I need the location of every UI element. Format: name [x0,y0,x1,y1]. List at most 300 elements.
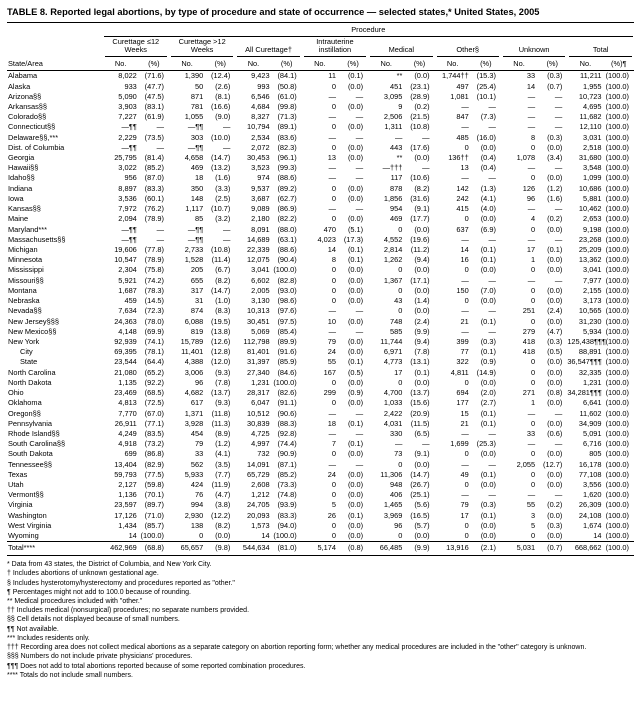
pct-cell: (0.0) [347,81,364,91]
state-name: City [20,347,33,357]
table-row [7,153,634,163]
pct-cell: — [355,132,364,142]
pct-cell: (100.0) [605,326,629,336]
num-cell: 3,536 [118,193,137,203]
pct-cell: (100.0) [605,439,629,449]
num-cell: 112,798 [243,336,270,346]
state-name: Nebraska [8,296,40,306]
num-cell: 26 [327,510,336,520]
state-name: Maine [8,214,29,224]
footnote: ¶ Percentages might not add to 100.0 because of rounding. [7,588,191,596]
num-cell: 1,212 [251,490,270,500]
pct-cell: (0.0) [347,153,364,163]
state-name: Idaho§§ [8,173,35,183]
num-cell: 138 [190,520,204,530]
num-cell: ** [396,153,403,163]
pct-cell: (63.1) [277,234,297,244]
num-cell: 0 [331,398,336,408]
table-row [7,82,634,92]
num-cell: — [527,490,536,500]
pct-cell: — [554,122,563,132]
num-cell: 43 [394,296,403,306]
pct-cell: (73.3) [277,480,297,490]
pct-cell: (12.7) [543,459,563,469]
num-cell: 23,268 [578,234,602,244]
num-cell: 5,031 [501,542,538,556]
num-cell: 2,534 [251,132,270,142]
pct-cell: (14.9) [476,367,496,377]
num-cell: 22,339 [246,245,270,254]
num-cell: 6,716 [583,439,602,449]
num-cell: 0 [199,531,204,541]
pct-cell: (90.4) [277,255,297,265]
column-group-curettage-le12-weeks: Curettage ≤12 Weeks [103,37,169,57]
pct-cell: — [355,173,364,183]
num-cell: 5,091 [583,428,602,438]
pct-cell: (15.6) [410,398,430,408]
pct-cell: (3.5) [215,459,231,469]
num-cell: — [527,163,536,173]
num-cell: 406 [390,490,403,500]
pct-cell: (0.0) [347,214,364,224]
num-cell: 12,110 [579,122,602,132]
num-cell: — [328,112,336,122]
pct-cell: (0.7) [538,542,567,556]
pct-cell: — [554,91,563,101]
pct-cell: (68.5) [144,388,164,398]
num-cell: — [328,91,336,101]
num-cell: 15,789 [180,336,204,346]
num-cell: 81,401 [246,347,270,357]
pct-cell: (74.8) [277,490,297,500]
pct-cell: (8.2) [215,520,231,530]
num-cell: — [527,234,536,244]
num-cell: 1,033 [383,398,403,408]
pct-cell: (86.8) [144,449,164,459]
table-row [7,449,634,459]
pct-cell: (0.0) [547,316,563,326]
num-cell: — [527,439,536,449]
num-cell: — [328,173,336,183]
num-cell: 77 [460,347,469,357]
num-cell: 8,897 [118,183,137,193]
num-cell: 6,088 [184,316,204,326]
num-cell: 14 [128,531,137,541]
num-cell: 330 [390,428,403,438]
pct-cell: (0.1) [347,357,364,367]
num-cell: — [527,101,536,111]
num-cell: 19,606 [114,245,137,254]
pct-cell: (83.3) [277,510,297,520]
column-group-total: Total [567,37,634,57]
pct-cell: (0.1) [480,316,496,326]
footnote: † Includes abortions of unknown gestational age. [7,570,159,578]
num-cell: 77,108 [578,469,602,479]
pct-cell: (0.0) [347,265,364,275]
table-row [7,378,634,388]
num-cell: 26,911 [114,418,137,428]
pct-cell: (0.9) [347,388,364,398]
num-cell: 5,921 [118,275,137,285]
num-cell: 177 [456,398,469,408]
pct-cell: (84.1) [277,71,297,81]
col-no-header: No. [435,57,472,71]
pct-cell: (0.5) [347,367,364,377]
pct-cell: (0.7) [547,81,563,91]
pct-cell: (78.3) [144,285,164,295]
num-cell: 136†† [448,153,469,163]
pct-cell: (15.3) [476,71,496,81]
num-cell: 1,434 [118,520,137,530]
pct-cell: (92.2) [144,377,164,387]
pct-cell: (0.0) [347,285,364,295]
num-cell: — [461,122,469,132]
num-cell: 0 [331,449,336,459]
num-cell: 3,556 [583,480,602,490]
num-cell: 819 [190,326,204,336]
pct-cell: (26.7) [410,480,430,490]
num-cell: 76 [194,490,204,500]
pct-cell: (86.9) [277,204,297,214]
num-cell: 4,725 [251,428,270,438]
num-cell: 4,684 [251,101,270,111]
num-cell: — [527,408,536,418]
table-row [7,460,634,470]
num-cell: 6,602 [251,275,270,285]
num-cell: 30,839 [246,418,270,428]
pct-cell: (14.7) [211,285,231,295]
pct-cell: (19.6) [410,234,430,244]
pct-cell: (0.0) [347,490,364,500]
column-group-unknown: Unknown [501,37,567,57]
pct-cell: (91.1) [277,398,297,408]
table-row [7,409,634,419]
num-cell: 470 [323,224,336,234]
pct-cell: (0.1) [480,408,496,418]
pct-cell: (71.3) [277,112,297,122]
num-cell: 31,230 [578,316,602,326]
pct-cell: (70.1) [144,490,164,500]
table-row [7,368,634,378]
num-cell: — [328,459,336,469]
pct-cell: (14.7) [410,469,430,479]
footnote: * Data from 43 states, the District of Columbia, and New York City. [7,561,212,569]
pct-cell: (0.2) [547,500,563,510]
pct-cell: (0.0) [547,531,563,541]
pct-cell: (20.9) [410,408,430,418]
pct-cell: (21.5) [410,112,430,122]
pct-cell: (83.5) [144,428,164,438]
num-cell: 1,311 [384,122,403,132]
pct-cell: (87.0) [144,173,164,183]
state-name: New York [8,336,40,346]
num-cell: 10,462 [578,204,602,214]
pct-cell: (0.4) [480,163,496,173]
num-cell: 2,055 [516,459,536,469]
num-cell: 1,955 [583,81,602,91]
pct-cell: (92.8) [277,428,297,438]
pct-cell: (0.1) [347,418,364,428]
pct-cell: (78.9) [144,255,164,265]
pct-cell: (100.0) [605,91,629,101]
pct-cell: (100.0) [140,531,164,541]
num-cell: 126 [522,183,536,193]
num-cell: 4,700 [383,388,403,398]
pct-cell: — [355,91,364,101]
pct-cell: (0.0) [347,142,364,152]
pct-cell: (0.1) [480,347,496,357]
footnote: ††† Recording area does not collect medical abortions as a separate category on abortion reporting form; whether any medical procedures are included in the "other" category is unknown. [7,644,587,652]
num-cell: 23,544 [114,357,137,367]
num-cell: 10,547 [114,255,137,265]
pct-cell: (100.0) [605,234,629,244]
pct-cell: (10.0) [211,132,231,142]
num-cell: —¶¶ [121,234,137,244]
num-cell: 2,094 [118,214,137,224]
pct-cell: (13.1) [410,357,430,367]
state-name: Michigan [8,245,38,254]
pct-cell: (25.4) [476,81,496,91]
pct-cell: (0.0) [547,449,563,459]
pct-cell: (100.0) [605,428,629,438]
pct-cell: (100.0) [605,163,629,173]
pct-cell: (0.3) [480,336,496,346]
pct-cell: (0.0) [347,531,364,541]
pct-cell: (0.0) [347,347,364,357]
pct-cell: (0.0) [480,449,496,459]
num-cell: — [328,204,336,214]
pct-cell: (100.0) [605,275,629,285]
num-cell: 13,362 [578,255,602,265]
footnote: ¶¶ Not available. [7,625,59,633]
num-cell: 2,733 [184,245,204,254]
pct-cell: (7.3) [480,112,496,122]
pct-cell: (100.0) [605,469,629,479]
num-cell: 699 [124,449,137,459]
pct-cell: (72.5) [144,398,164,408]
pct-cell: (100.0) [605,285,629,295]
pct-cell: (11.3) [211,418,231,428]
state-name: Dist. of Columbia [8,142,65,152]
pct-cell: (10.6) [410,173,430,183]
state-name: New Mexico§§ [8,326,57,336]
num-cell: — [461,326,469,336]
num-cell: — [328,326,336,336]
pct-cell: (14.7) [211,153,231,163]
pct-cell: (78.9) [144,214,164,224]
state-name: Arkansas§§ [8,101,48,111]
pct-cell: (0.1) [480,418,496,428]
pct-cell: (0.0) [547,255,563,265]
state-name: New Jersey§§§ [8,316,59,326]
pct-cell: — [488,173,496,183]
num-cell: 1,081 [450,91,469,101]
table-row [7,296,634,306]
num-cell: 34,281¶¶¶ [567,388,602,398]
pct-cell: (89.1) [277,122,297,132]
num-cell: 617 [190,398,204,408]
pct-cell: (73.5) [144,132,164,142]
num-cell: 25,795 [114,153,137,163]
pct-cell: (0.1) [347,439,364,449]
pct-cell: (83.3) [144,183,164,193]
pct-cell: (11.2) [410,245,430,254]
table-row [7,122,634,132]
num-cell: 781 [190,101,204,111]
pct-cell: (0.1) [347,510,364,520]
pct-cell: (1.4) [414,296,430,306]
num-cell: 66,485 [368,542,405,556]
pct-cell: (9.9) [414,326,430,336]
pct-cell: (12.6) [211,336,231,346]
footnote: ¶¶¶ Does not add to total abortions reported because of some reported combination procedures. [7,662,306,670]
num-cell: 0 [331,81,336,91]
table-row [7,470,634,480]
num-cell: 418 [522,336,536,346]
pct-cell: (100.0) [605,81,629,91]
num-cell: 7,972 [118,204,137,214]
pct-cell: (100.0) [605,142,629,152]
num-cell: 322 [456,357,469,367]
num-cell: 33 [526,71,536,81]
num-cell: 6,546 [251,91,270,101]
num-cell: 7,770 [118,408,137,418]
pct-cell: (100.0) [605,153,629,163]
num-cell: 2,127 [118,480,137,490]
num-cell: 24,363 [114,316,137,326]
pct-cell: (97.5) [277,316,297,326]
num-cell: 125,438¶¶¶ [567,336,606,346]
table-row [7,163,634,173]
pct-cell: (1.2) [547,183,563,193]
pct-cell: (9.9) [405,542,434,556]
pct-cell: (4.1) [480,193,496,203]
num-cell: 0 [331,296,336,306]
num-cell: —¶¶ [121,224,137,234]
pct-cell: (9.4) [414,255,430,265]
num-cell: 2,518 [583,142,602,152]
pct-cell: — [156,122,164,132]
num-cell: 11,744 [380,336,403,346]
num-cell: 65,657 [169,542,206,556]
table-row [7,112,634,122]
pct-cell: (0.0) [414,265,430,275]
num-cell: 1 [531,398,536,408]
pct-cell: (5.6) [414,500,430,510]
table-row [7,173,634,183]
table-row [7,143,634,153]
num-cell: 14,091 [246,459,270,469]
pct-cell: (77.1) [144,418,164,428]
footnote: § Includes hysterotomy/hysterectomy and procedures reported as "other." [7,579,235,587]
num-cell: 5,881 [583,193,602,203]
num-cell: 14 [327,245,336,254]
num-cell: 20,093 [246,510,270,520]
pct-cell: (60.1) [144,193,164,203]
pct-cell: (100.0) [605,500,629,510]
pct-cell: (87.1) [277,459,297,469]
table-row [7,194,634,204]
num-cell: 637 [456,224,469,234]
num-cell: 954 [390,204,403,214]
pct-cell: (2.1) [472,542,501,556]
table-row [7,542,634,556]
num-cell: 18 [194,173,204,183]
num-cell: 23,597 [114,500,137,510]
state-name: Maryland*** [8,224,48,234]
pct-cell: (0.0) [347,336,364,346]
pct-cell: (88.3) [277,418,297,428]
num-cell: 0 [331,265,336,275]
num-cell: 0 [398,224,403,234]
col-total-pct-header: (%)¶ [605,57,634,71]
pct-cell: (74.2) [144,275,164,285]
pct-cell: (84.6) [277,367,297,377]
num-cell: 303 [190,132,204,142]
pct-cell: — [355,326,364,336]
pct-cell: (4.7) [215,490,231,500]
state-name: Alaska [8,81,31,91]
table-row [7,388,634,398]
num-cell: 4,773 [383,357,403,367]
pct-cell: (98.6) [277,296,297,306]
pct-cell: (74.1) [144,336,164,346]
pct-cell: (82.6) [277,388,297,398]
pct-cell: — [554,112,563,122]
num-cell: 2,229 [118,132,137,142]
pct-cell: (9.0) [215,112,231,122]
num-cell: 1,136 [118,490,137,500]
state-name: Colorado§§ [8,112,47,122]
pct-cell: (88.0) [277,224,297,234]
num-cell: 732 [257,449,270,459]
state-name: Iowa [8,193,24,203]
num-cell: 1,528 [184,255,204,265]
pct-cell: (1.6) [215,173,231,183]
pct-cell: (0.0) [347,398,364,408]
num-cell: 5,934 [583,326,602,336]
state-name: Alabama [8,71,38,81]
pct-cell: — [355,112,364,122]
num-cell: 2,155 [583,285,602,295]
pct-cell: (100.0) [605,531,629,541]
pct-cell: — [355,204,364,214]
table-title: TABLE 8. Reported legal abortions, by type of procedure and state of occurrence — selected states,* United States, 2005 [7,7,540,17]
num-cell: 7 [331,439,336,449]
pct-cell: — [488,490,496,500]
table-row [7,500,634,510]
num-cell: 0 [531,296,536,306]
pct-cell: (100.0) [605,193,629,203]
pct-cell: (100.0) [605,265,629,275]
pct-cell: (0.1) [547,245,563,254]
pct-cell: (0.0) [480,265,496,275]
num-cell: 7,977 [583,275,602,285]
num-cell: 399 [456,336,469,346]
pct-cell: (2.4) [547,306,563,316]
num-cell: 4,552 [383,234,403,244]
pct-cell: (2.5) [215,193,231,203]
pct-cell: (90.9) [277,449,297,459]
num-cell: 1,856 [383,193,403,203]
num-cell: 0 [464,265,469,275]
pct-cell: (100.0) [605,377,629,387]
pct-cell: (2.7) [480,398,496,408]
num-cell: 0 [531,377,536,387]
pct-cell: (10.8) [410,122,430,132]
pct-cell: (100.0) [605,255,629,265]
num-cell: 3,006 [184,367,204,377]
